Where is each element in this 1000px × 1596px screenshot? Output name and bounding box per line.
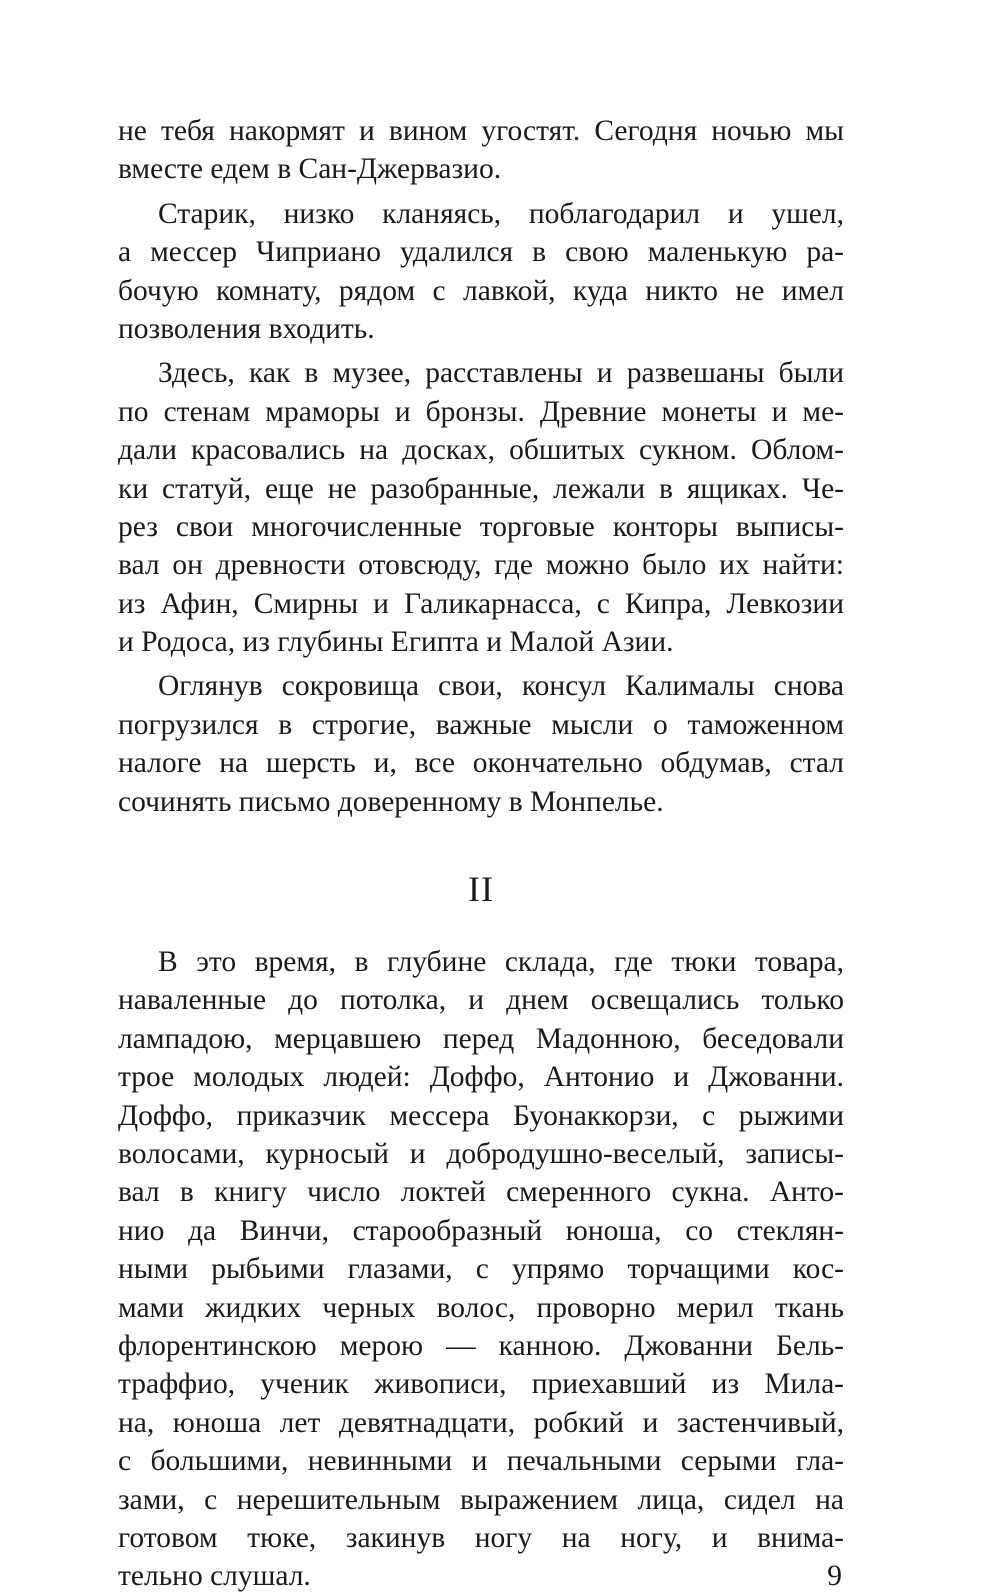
text-line: Оглянув сокровища свои, консул Калималы снова (158, 670, 844, 703)
text-line: не тебя накормят и вином угостят. Сегодня ночью мы (118, 115, 844, 147)
text-line: а мессер Чиприано удалился в свою маленькую ра- (118, 236, 844, 269)
paragraph-3 (118, 354, 844, 661)
text-line: лампадою, мерцавшею перед Мадонною, беседовали (118, 1022, 844, 1055)
text-line: зами, с нерешительным выражением лица, сидел на (118, 1483, 844, 1516)
text-line: ки статуй, еще не разобранные, лежали в ящиках. Че- (118, 472, 844, 505)
text-line: позволения входить. (118, 312, 375, 345)
text-line: рез свои многочисленные торговые конторы выписы- (118, 510, 844, 543)
text-line: волосами, курносый и добродушно-веселый, записы- (118, 1137, 844, 1170)
text-line: мами жидких черных волос, проворно мерил ткань (118, 1291, 844, 1324)
text-line: с большими, невинными и печальными серыми гла- (118, 1445, 844, 1478)
chapter-heading: II (468, 869, 494, 910)
text-line: по стенам мраморы и бронзы. Древние монеты и ме- (118, 395, 844, 428)
text-line: и Родоса, из глубины Египта и Малой Азии. (118, 626, 674, 659)
paragraph-1 (118, 112, 844, 189)
text-line: В это время, в глубине склада, где тюки товара, (158, 946, 844, 979)
page-number: 9 (827, 1560, 842, 1593)
text-line: тельно слушал. (118, 1560, 311, 1593)
text-line: ными рыбьими глазами, с упрямо торчащими кос- (118, 1253, 844, 1286)
text-line: сочинять письмо доверенному в Монпелье. (118, 785, 664, 818)
text-line: Здесь, как в музее, расставлены и развешаны были (158, 357, 844, 390)
text-line: налоге на шерсть и, все окончательно обдумав, стал (118, 747, 844, 780)
chapter-paragraph (118, 943, 844, 1596)
text-line: погрузился в строгие, важные мысли о таможенном (118, 708, 844, 741)
text-line: трое молодых людей: Доффо, Антонио и Джованни. (118, 1061, 844, 1094)
text-line: нио да Винчи, старообразный юноша, со стеклян- (118, 1214, 844, 1247)
paragraph-4 (118, 667, 844, 821)
book-page (118, 112, 844, 1596)
text-line: Доффо, приказчик мессера Буонаккорзи, с рыжими (118, 1099, 844, 1132)
text-line: вал он древности отовсюду, где можно было их найти: (118, 549, 844, 582)
text-line: из Афин, Смирны и Галикарнасса, с Кипра, Левкозии (118, 587, 844, 620)
text-line: на, юноша лет девятнадцати, робкий и застенчивый, (118, 1406, 844, 1439)
text-line: готовом тюке, закинув ногу на ногу, и внима- (118, 1521, 844, 1554)
text-line: траффио, ученик живописи, приехавший из Мила- (118, 1368, 844, 1401)
text-line: наваленные до потолка, и днем освещались только (118, 984, 844, 1017)
last-line-row (118, 1557, 844, 1595)
text-line: Старик, низко кланяясь, поблагодарил и ушел, (158, 197, 844, 230)
text-line: вал в книгу число локтей смеренного сукна. Анто- (118, 1176, 844, 1209)
text-line: вместе едем в Сан-Джервазио. (118, 153, 502, 186)
paragraph-2 (118, 195, 844, 349)
text-line: флорентинскою мерою — канною. Джованни Бель- (118, 1329, 844, 1362)
text-line: дали красовались на досках, обшитых сукном. Облом- (118, 434, 844, 467)
text-line: бочую комнату, рядом с лавкой, куда никто не имел (118, 274, 844, 307)
